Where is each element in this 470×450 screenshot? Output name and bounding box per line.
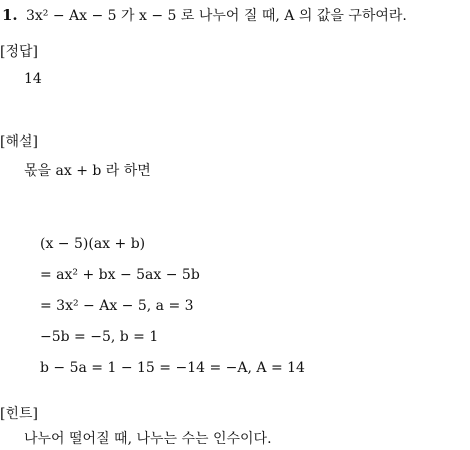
hint-text: 나누어 떨어질 때, 나누는 수는 인수이다. <box>24 431 272 447</box>
explanation-label: [해설] <box>0 134 38 150</box>
explanation-intro: 몫을 ax + b 라 하면 <box>24 163 151 179</box>
explanation-step: −5b = −5, b = 1 <box>40 329 159 345</box>
question-text: 3x² − Ax − 5 가 x − 5 로 나누어 질 때, A 의 값을 구하여라. <box>26 8 407 24</box>
answer-value: 14 <box>24 71 42 87</box>
explanation-step: = ax² + bx − 5ax − 5b <box>40 267 200 283</box>
explanation-step: (x − 5)(ax + b) <box>40 236 146 252</box>
explanation-step: b − 5a = 1 − 15 = −14 = −A, A = 14 <box>40 360 305 376</box>
answer-label: [정답] <box>0 44 38 60</box>
hint-label: [힌트] <box>0 406 38 422</box>
explanation-step: = 3x² − Ax − 5, a = 3 <box>40 298 194 314</box>
question-number: 1. <box>2 6 18 24</box>
